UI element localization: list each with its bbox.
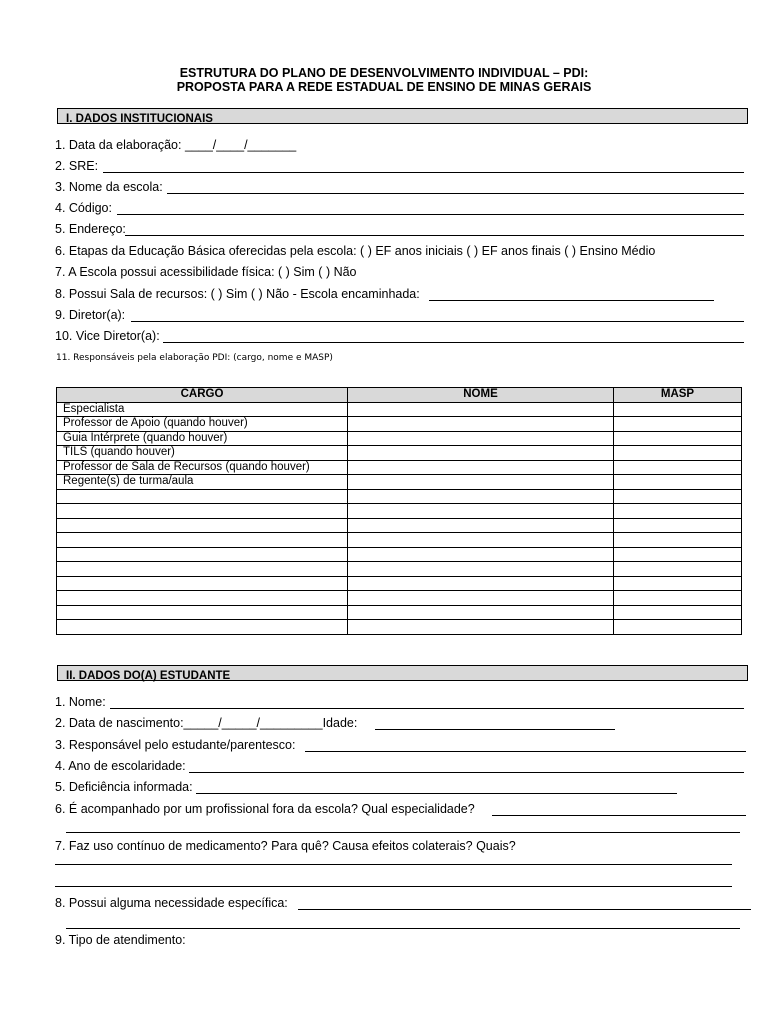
field-etapas bbox=[55, 243, 744, 259]
field-label[interactable]: 2. Data de nascimento:_____/_____/_________Idade: bbox=[55, 716, 358, 730]
cell-cargo bbox=[57, 547, 348, 562]
idade-input-line[interactable] bbox=[375, 729, 615, 730]
vice-diretor-input-line[interactable] bbox=[163, 342, 744, 343]
cell-masp[interactable] bbox=[614, 562, 742, 577]
cell-cargo bbox=[57, 518, 348, 533]
cell-masp[interactable] bbox=[614, 576, 742, 591]
field-label: 3. Responsável pelo estudante/parentesco: bbox=[55, 738, 296, 752]
field-sre bbox=[55, 158, 744, 174]
title-line-2: PROPOSTA PARA A REDE ESTADUAL DE ENSINO DE MINAS GERAIS bbox=[176, 80, 592, 94]
table-row bbox=[57, 460, 742, 475]
codigo-input-line[interactable] bbox=[117, 214, 744, 215]
cell-cargo bbox=[57, 605, 348, 620]
cell-cargo bbox=[57, 620, 348, 635]
field-acessibilidade bbox=[55, 264, 744, 280]
table-row bbox=[57, 591, 742, 606]
table-row bbox=[57, 533, 742, 548]
field-vice-diretor bbox=[55, 328, 744, 344]
table-row bbox=[57, 576, 742, 591]
table-row bbox=[57, 547, 742, 562]
table-header-row bbox=[57, 388, 742, 403]
field-label[interactable]: 7. A Escola possui acessibilidade física: ( ) Sim ( ) Não bbox=[55, 265, 357, 279]
section-heading-institucionais bbox=[57, 108, 748, 124]
cell-cargo bbox=[57, 591, 348, 606]
cell-nome[interactable] bbox=[348, 431, 614, 446]
diretor-input-line[interactable] bbox=[131, 321, 744, 322]
cell-nome[interactable] bbox=[348, 605, 614, 620]
cell-cargo: Professor de Apoio (quando houver) bbox=[57, 417, 348, 432]
section-heading-text: I. DADOS INSTITUCIONAIS bbox=[66, 113, 213, 125]
cell-nome[interactable] bbox=[348, 460, 614, 475]
cell-nome[interactable] bbox=[348, 417, 614, 432]
cell-nome[interactable] bbox=[348, 620, 614, 635]
field-sala-recursos bbox=[55, 286, 744, 302]
field-medicamento bbox=[55, 838, 744, 854]
column-header-cargo: CARGO bbox=[57, 388, 348, 403]
field-label: 10. Vice Diretor(a): bbox=[55, 329, 160, 343]
cell-nome[interactable] bbox=[348, 518, 614, 533]
cell-nome[interactable] bbox=[348, 533, 614, 548]
nome-input-line[interactable] bbox=[110, 708, 744, 709]
section-heading-estudante bbox=[57, 665, 748, 681]
cell-masp[interactable] bbox=[614, 504, 742, 519]
cell-masp[interactable] bbox=[614, 475, 742, 490]
cell-masp[interactable] bbox=[614, 489, 742, 504]
medicamento-answer-line-1[interactable] bbox=[55, 864, 732, 865]
acompanhamento-continuation-line[interactable] bbox=[66, 832, 740, 833]
field-label: 1. Nome: bbox=[55, 695, 106, 709]
responsaveis-table bbox=[56, 387, 742, 635]
column-header-nome: NOME bbox=[348, 388, 614, 403]
section-heading-text: II. DADOS DO(A) ESTUDANTE bbox=[66, 670, 231, 682]
cell-nome[interactable] bbox=[348, 475, 614, 490]
cell-cargo bbox=[57, 533, 348, 548]
cell-cargo bbox=[57, 576, 348, 591]
cell-nome[interactable] bbox=[348, 547, 614, 562]
field-label: 4. Ano de escolaridade: bbox=[55, 759, 186, 773]
cell-masp[interactable] bbox=[614, 417, 742, 432]
field-label: 9. Tipo de atendimento: bbox=[55, 933, 186, 947]
cell-masp[interactable] bbox=[614, 431, 742, 446]
cell-nome[interactable] bbox=[348, 402, 614, 417]
medicamento-answer-line-2[interactable] bbox=[55, 886, 732, 887]
field-diretor bbox=[55, 307, 744, 323]
field-label: 3. Nome da escola: bbox=[55, 180, 163, 194]
field-label: 6. É acompanhado por um profissional fora da escola? Qual especialidade? bbox=[55, 802, 475, 816]
title-line-1: ESTRUTURA DO PLANO DE DESENVOLVIMENTO INDIVIDUAL – PDI: bbox=[179, 66, 589, 80]
field-tipo-atendimento bbox=[55, 932, 744, 948]
date-field[interactable]: ____/____/_______ bbox=[185, 138, 297, 152]
field-nome-estudante bbox=[55, 694, 744, 710]
field-codigo bbox=[55, 200, 744, 216]
cell-nome[interactable] bbox=[348, 504, 614, 519]
field-label: 4. Código: bbox=[55, 201, 112, 215]
table-row bbox=[57, 605, 742, 620]
field-label: 7. Faz uso contínuo de medicamento? Para quê? Causa efeitos colaterais? Quais? bbox=[55, 839, 516, 853]
field-label: 2. SRE: bbox=[55, 159, 99, 173]
ano-escolaridade-input-line[interactable] bbox=[189, 772, 744, 773]
deficiencia-input-line[interactable] bbox=[196, 793, 677, 794]
field-label[interactable]: 8. Possui Sala de recursos: ( ) Sim ( ) Não - Escola encaminhada: bbox=[55, 287, 420, 301]
cell-masp[interactable] bbox=[614, 533, 742, 548]
cell-masp[interactable] bbox=[614, 460, 742, 475]
responsavel-input-line[interactable] bbox=[305, 751, 746, 752]
cell-masp[interactable] bbox=[614, 446, 742, 461]
table-row bbox=[57, 620, 742, 635]
table-row bbox=[57, 475, 742, 490]
column-header-masp: MASP bbox=[614, 388, 742, 403]
field-label: 9. Diretor(a): bbox=[55, 308, 126, 322]
cell-cargo: Regente(s) de turma/aula bbox=[57, 475, 348, 490]
endereco-input-line[interactable] bbox=[125, 235, 744, 236]
table-row bbox=[57, 504, 742, 519]
field-necessidade bbox=[55, 895, 744, 911]
field-deficiencia bbox=[55, 779, 744, 795]
cell-nome[interactable] bbox=[348, 562, 614, 577]
field-label: 5. Deficiência informada: bbox=[55, 780, 193, 794]
escola-encaminhada-input-line[interactable] bbox=[429, 300, 714, 301]
cell-masp[interactable] bbox=[614, 518, 742, 533]
cell-cargo: Guia Intérprete (quando houver) bbox=[57, 431, 348, 446]
sre-input-line[interactable] bbox=[103, 172, 744, 173]
cell-masp[interactable] bbox=[614, 402, 742, 417]
field-label[interactable]: 6. Etapas da Educação Básica oferecidas pela escola: ( ) EF anos iniciais ( ) EF anos finais ( ) Ensino Médio bbox=[55, 244, 656, 258]
table-row bbox=[57, 431, 742, 446]
cell-cargo bbox=[57, 562, 348, 577]
cell-cargo bbox=[57, 504, 348, 519]
table-row bbox=[57, 417, 742, 432]
field-nome-escola bbox=[55, 179, 744, 195]
field-acompanhamento bbox=[55, 801, 744, 817]
cell-nome[interactable] bbox=[348, 446, 614, 461]
especialidade-input-line[interactable] bbox=[492, 815, 746, 816]
field-label: 5. Endereço: bbox=[55, 222, 126, 236]
responsaveis-label: 11. Responsáveis pela elaboração PDI: (cargo, nome e MASP) bbox=[56, 353, 333, 363]
table-row bbox=[57, 402, 742, 417]
cell-masp[interactable] bbox=[614, 620, 742, 635]
cell-cargo: Professor de Sala de Recursos (quando houver) bbox=[57, 460, 348, 475]
cell-nome[interactable] bbox=[348, 591, 614, 606]
field-endereco bbox=[55, 221, 744, 237]
field-ano-escolaridade bbox=[55, 758, 744, 774]
field-label: 8. Possui alguma necessidade específica: bbox=[55, 896, 288, 910]
cell-cargo bbox=[57, 489, 348, 504]
table-row bbox=[57, 562, 742, 577]
field-label: 1. Data da elaboração: bbox=[55, 138, 182, 152]
cell-masp[interactable] bbox=[614, 605, 742, 620]
cell-masp[interactable] bbox=[614, 547, 742, 562]
cell-cargo: Especialista bbox=[57, 402, 348, 417]
table-row bbox=[57, 518, 742, 533]
necessidade-continuation-line[interactable] bbox=[66, 928, 740, 929]
cell-masp[interactable] bbox=[614, 591, 742, 606]
table-row bbox=[57, 446, 742, 461]
cell-nome[interactable] bbox=[348, 576, 614, 591]
cell-cargo: TILS (quando houver) bbox=[57, 446, 348, 461]
field-responsavel bbox=[55, 737, 744, 753]
nome-escola-input-line[interactable] bbox=[167, 193, 744, 194]
necessidade-input-line[interactable] bbox=[298, 909, 751, 910]
table-row bbox=[57, 489, 742, 504]
field-data-nascimento bbox=[55, 715, 744, 731]
cell-nome[interactable] bbox=[348, 489, 614, 504]
field-data-elaboracao bbox=[55, 137, 744, 153]
